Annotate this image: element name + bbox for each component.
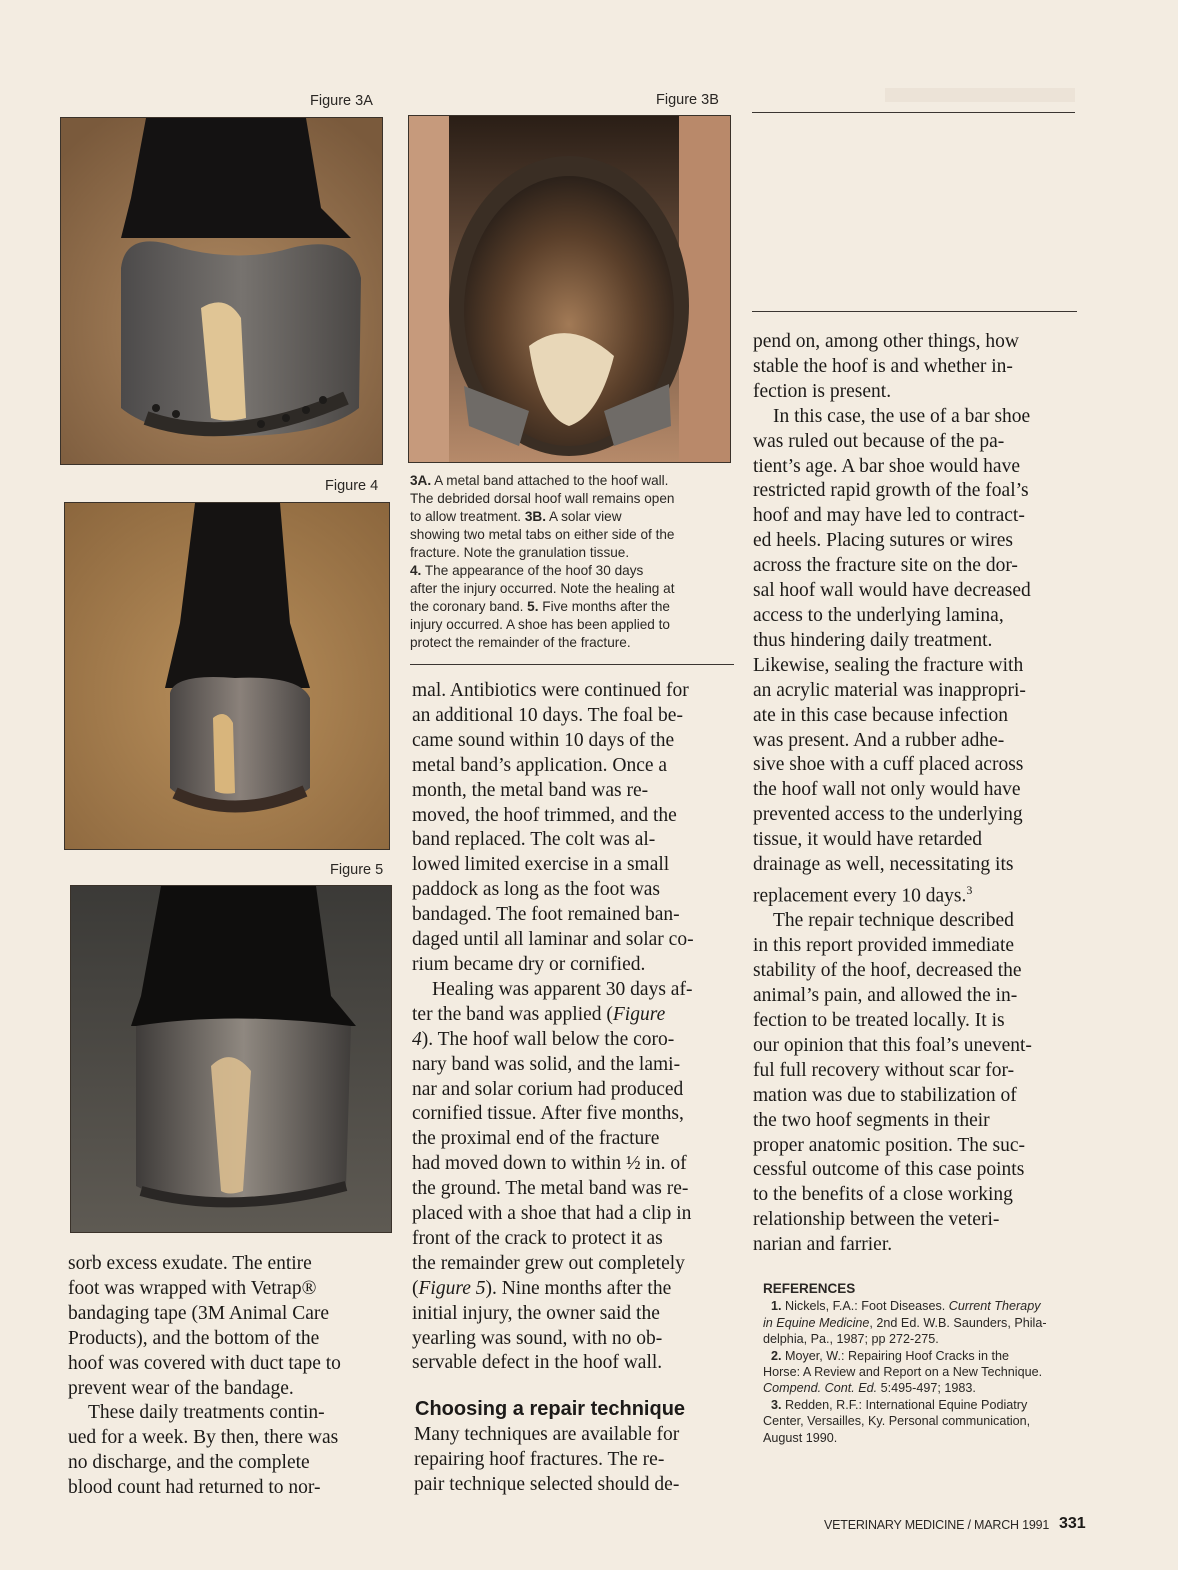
body-line: the two hoof segments in their [753, 1109, 990, 1131]
reference-text: Horse: A Review and Report on a New Technique. [763, 1365, 1043, 1380]
reference-superscript: 3 [966, 882, 973, 897]
body-line: prevented access to the underlying [753, 804, 1023, 826]
figure-3a-label: Figure 3A [310, 93, 373, 109]
body-line: in this report provided immediate [753, 935, 1015, 957]
body-line: In this case, the use of a bar shoe [773, 405, 1031, 427]
caption-line: Five months after the [538, 599, 670, 614]
body-line: sorb excess exudate. The entire [68, 1253, 312, 1274]
body-line: drainage as well, necessitating its [753, 854, 1014, 876]
body-line: access to the underlying lamina, [753, 604, 1004, 626]
caption-rule [410, 664, 734, 665]
body-line: had moved down to within ½ in. of [412, 1153, 687, 1175]
caption-line: The appearance of the hoof 30 days [421, 563, 644, 578]
body-line: band replaced. The colt was al- [412, 829, 656, 851]
body-text: replacement every 10 days. [753, 885, 967, 907]
figure-3a-photo [60, 117, 383, 465]
body-text: ). Nine months after the [485, 1277, 672, 1299]
body-line: tissue, it would have retarded [753, 829, 983, 851]
body-line: initial injury, the owner said the [412, 1302, 660, 1324]
body-line: animal’s pain, and allowed the in- [753, 985, 1018, 1007]
body-line: to the benefits of a close working [753, 1184, 1013, 1206]
top-right-rule [752, 112, 1075, 113]
caption-3b-marker: 3B. [524, 509, 546, 524]
body-line: repairing hoof fractures. The re- [414, 1448, 665, 1470]
body-line: pair technique selected should de- [414, 1473, 680, 1495]
body-line: ate in this case because infection [753, 704, 1009, 726]
body-line: Likewise, sealing the fracture with [753, 654, 1024, 676]
body-line: restricted rapid growth of the foal’s [753, 480, 1029, 502]
body-text: ( [412, 1277, 419, 1299]
body-line: paddock as long as the foot was [412, 879, 661, 901]
body-text: ). The hoof wall below the coro- [421, 1028, 675, 1050]
caption-3a-marker: 3A. [410, 473, 432, 488]
body-line: our opinion that this foal’s unevent- [753, 1034, 1032, 1056]
body-line: The repair technique described [773, 910, 1014, 932]
body-line: proper anatomic position. The suc- [753, 1134, 1026, 1156]
reference-text: delphia, Pa., 1987; pp 272-275. [763, 1332, 939, 1347]
body-line: sive shoe with a cuff placed across [753, 754, 1024, 776]
reference-number: 2. [771, 1348, 782, 1363]
figure-5-photo [70, 885, 392, 1233]
body-line: foot was wrapped with Vetrap® [68, 1277, 317, 1299]
body-line: ed heels. Placing sutures or wires [753, 530, 1013, 552]
middle-column-text [412, 679, 735, 1376]
caption-5-marker: 5. [527, 599, 539, 614]
body-line: month, the metal band was re- [412, 779, 649, 801]
body-line: metal band’s application. Once a [412, 754, 668, 776]
body-line: daged until all laminar and solar co- [412, 929, 694, 951]
right-column-text [753, 330, 1083, 1258]
body-line: bandaging tape (3M Animal Care [68, 1302, 330, 1324]
page-number: 331 [1059, 1515, 1086, 1532]
body-line: fection to be treated locally. It is [753, 1009, 1005, 1031]
caption-line: The debrided dorsal hoof wall remains open [410, 491, 675, 506]
reference-text: Moyer, W.: Repairing Hoof Cracks in the [781, 1348, 1009, 1363]
body-line: yearling was sound, with no ob- [412, 1327, 663, 1349]
reference-text: , 2nd Ed. W.B. Saunders, Phila- [869, 1315, 1047, 1330]
body-text: ter the band was applied ( [412, 1003, 613, 1025]
body-line: hoof was covered with duct tape to [68, 1352, 341, 1374]
reference-text: Nickels, F.A.: Foot Diseases. [781, 1299, 949, 1314]
body-line: the proximal end of the fracture [412, 1128, 660, 1150]
body-line: moved, the hoof trimmed, and the [412, 804, 677, 826]
body-line: lowed limited exercise in a small [412, 854, 670, 876]
body-line: thus hindering daily treatment. [753, 629, 993, 651]
body-line: placed with a shoe that had a clip in [412, 1203, 692, 1225]
references-title: REFERENCES [763, 1281, 856, 1296]
body-line: came sound within 10 days of the [412, 729, 675, 751]
body-line: Many techniques are available for [414, 1424, 680, 1445]
body-line: nar and solar corium had produced [412, 1078, 684, 1100]
body-line: servable defect in the hoof wall. [412, 1352, 663, 1374]
body-line: was present. And a rubber adhe- [753, 729, 1005, 751]
figure-3b-label: Figure 3B [656, 92, 719, 108]
reference-number: 3. [771, 1397, 782, 1412]
figure-caption [410, 472, 735, 652]
body-line: an additional 10 days. The foal be- [412, 704, 683, 726]
caption-line: showing two metal tabs on either side of the [410, 527, 675, 542]
reference-text: Redden, R.F.: International Equine Podiatry [781, 1397, 1028, 1412]
body-line: tient’s age. A bar shoe would have [753, 455, 1020, 477]
body-line: ued for a week. By then, there was [68, 1427, 339, 1449]
body-line: bandaged. The foot remained ban- [412, 904, 680, 926]
body-line: nary band was solid, and the lami- [412, 1053, 681, 1075]
reference-number: 1. [771, 1299, 782, 1314]
body-line: Healing was apparent 30 days af- [432, 978, 693, 1000]
caption-line: injury occurred. A shoe has been applied to [410, 617, 670, 632]
body-line: relationship between the veteri- [753, 1209, 1000, 1231]
body-line: pend on, among other things, how [753, 331, 1019, 352]
caption-line: A solar view [546, 509, 622, 524]
body-line: cornified tissue. After five months, [412, 1103, 684, 1125]
body-line: mation was due to stabilization of [753, 1084, 1017, 1106]
caption-line: to allow treatment. [410, 509, 525, 524]
figure-reference: Figure [612, 1003, 666, 1025]
show-through-text [885, 88, 1075, 102]
body-line: prevent wear of the bandage. [68, 1377, 294, 1399]
body-line: fection is present. [753, 380, 892, 402]
body-line: Products), and the bottom of the [68, 1327, 320, 1349]
reference-journal: Compend. Cont. Ed. [763, 1381, 878, 1396]
body-line: hoof and may have led to contract- [753, 505, 1025, 527]
body-line: These daily treatments contin- [88, 1402, 325, 1424]
journal-footer: VETERINARY MEDICINE / MARCH 1991 [824, 1518, 1050, 1532]
caption-line: A metal band attached to the hoof wall. [431, 473, 669, 488]
caption-line: fracture. Note the granulation tissue. [410, 545, 630, 560]
body-line: stability of the hoof, decreased the [753, 960, 1022, 982]
body-line: cessful outcome of this case points [753, 1159, 1025, 1181]
reference-text: August 1990. [763, 1430, 838, 1445]
body-line: no discharge, and the complete [68, 1452, 310, 1474]
body-line: blood count had returned to nor- [68, 1477, 321, 1499]
body-line: narian and farrier. [753, 1234, 893, 1256]
body-line: the remainder grew out completely [412, 1252, 685, 1274]
reference-title: Current Therapy [948, 1299, 1041, 1314]
body-line: ful full recovery without scar for- [753, 1059, 1015, 1081]
figure-reference: Figure 5 [418, 1277, 486, 1299]
body-line: rium became dry or cornified. [412, 953, 646, 975]
figure-reference: 4 [412, 1028, 422, 1050]
figure-3b-photo [408, 115, 731, 463]
body-line: across the fracture site on the dor- [753, 555, 1018, 577]
body-line: an acrylic material was inappropri- [753, 679, 1026, 701]
middle-column-text-2 [414, 1423, 735, 1498]
figure-4-label: Figure 4 [325, 478, 379, 494]
figure-4-photo [64, 502, 390, 850]
references [763, 1281, 1087, 1446]
body-line: mal. Antibiotics were continued for [412, 680, 689, 701]
caption-4-marker: 4. [410, 563, 422, 578]
body-line: was ruled out because of the pa- [753, 430, 1005, 452]
caption-line: protect the remainder of the fracture. [410, 635, 631, 650]
body-line: the hoof wall not only would have [753, 779, 1021, 801]
body-line: sal hoof wall would have decreased [753, 580, 1031, 602]
figure-5-label: Figure 5 [330, 862, 384, 878]
body-line: front of the crack to protect it as [412, 1227, 663, 1249]
left-column-text [68, 1252, 389, 1501]
right-column-rule [752, 311, 1077, 312]
reference-title: in Equine Medicine [763, 1315, 870, 1330]
caption-line: the coronary band. [410, 599, 528, 614]
body-line: stable the hoof is and whether in- [753, 355, 1013, 377]
section-heading: Choosing a repair technique [415, 1398, 686, 1420]
caption-line: after the injury occurred. Note the healing at [410, 581, 675, 596]
body-line: the ground. The metal band was re- [412, 1178, 689, 1200]
reference-text: Center, Versailles, Ky. Personal communication, [763, 1414, 1031, 1429]
reference-text: 5:495-497; 1983. [877, 1381, 976, 1396]
